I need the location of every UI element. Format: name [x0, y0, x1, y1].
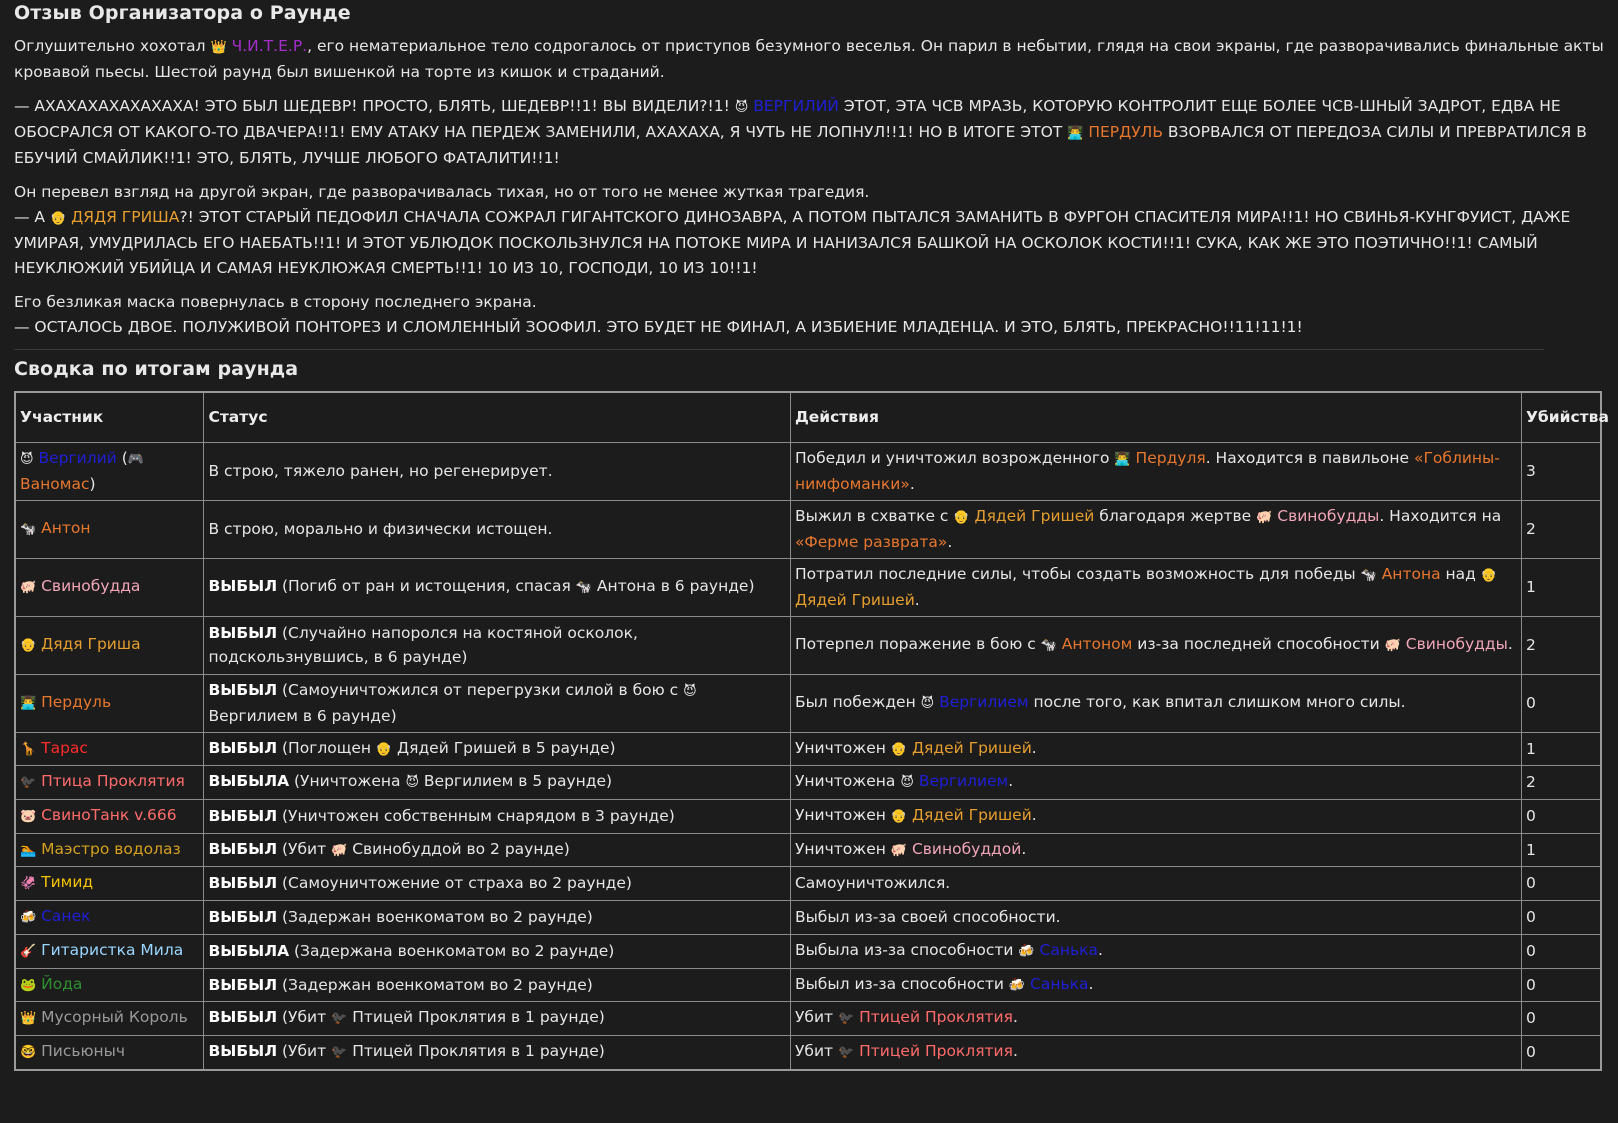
table-row [15, 766, 1601, 800]
cell-participant [15, 901, 204, 935]
table-row [15, 968, 1601, 1002]
summary-rows [15, 442, 1601, 1070]
pig-icon: 🐖 [1384, 637, 1401, 653]
name-highlight: Антоном [1056, 634, 1133, 653]
cell-actions [790, 674, 1521, 732]
table-row [15, 1002, 1601, 1036]
text-segment: из-за последней способности [1132, 634, 1385, 653]
cell-status [204, 934, 790, 968]
table-row [15, 1036, 1601, 1070]
cell-kills: 2 [1521, 616, 1601, 674]
text-segment: ?! ЭТОТ СТАРЫЙ ПЕДОФИЛ СНАЧАЛА СОЖРАЛ ГИГАНТСКОГО ДИНОЗАВРА, А ПОТОМ ПЫТАЛСЯ ЗАМАНИТЬ В ФУРГОН СПАСИТЕЛЯ МИРА!!1! НО СВИНЬЯ-КУНГФУИСТ, ДАЖЕ УМИРАЯ, УМУДРИЛАСЬ ЕГО НАЕБАТЬ!!1! И ЭТОТ УБЛЮДОК ПОСКОЛЬЗНУЛСЯ НА ПОТОКЕ МИРА И НАНИЗАЛСЯ БАШКОЙ НА ОСКОЛОК КОСТИ!!1! СУКА, КАК ЖЕ ЭТО ПОЭТИЧНО!!1! САМЫЙ НЕУКЛЮЖИЙ УБИЙЦА И САМАЯ НЕУКЛЮЖАЯ СМЕРТЬ!!1! 10 ИЗ 10, ГОСПОДИ, 10 ИЗ 10!!1! [14, 208, 1571, 277]
text-segment: Он перевел взгляд на другой экран, где разворачивалась тихая, но от того не менее жуткая трагедия. [14, 183, 870, 201]
name-highlight: «Ферме разврата» [794, 533, 948, 551]
table-row [15, 674, 1601, 732]
text-segment: (Самоуничтожился от перегрузки силой в бою с [277, 680, 684, 699]
cell-actions [790, 766, 1521, 800]
cell-actions [790, 1002, 1521, 1036]
name-highlight: Пердуль [36, 692, 112, 711]
cell-status [204, 867, 790, 901]
text-segment: . [1012, 1042, 1018, 1060]
name-highlight: Маэстро водолаз [36, 839, 181, 858]
name-highlight: Мусорный Король [36, 1008, 188, 1027]
cell-kills: 0 [1521, 1002, 1601, 1036]
text-segment: Вергилием в 5 раунде) [419, 772, 613, 790]
cell-participant [15, 616, 204, 674]
table-row [15, 500, 1601, 558]
name-highlight: Тарас [36, 738, 88, 757]
old-man-icon: 👴 [20, 637, 37, 653]
text-segment: Выбыл из-за своей способности. [794, 908, 1061, 926]
cell-kills: 0 [1521, 674, 1601, 732]
text-segment: (Задержан военкоматом во 2 раунде) [277, 908, 593, 926]
name-highlight: Антон [36, 518, 91, 537]
cell-kills: 1 [1521, 732, 1601, 766]
cell-kills: 2 [1521, 766, 1601, 800]
status-label: ВЫБЫЛ [208, 975, 278, 994]
summary-table [14, 391, 1609, 1071]
text-segment: ЭТОТ, ЭТА ЧСВ МРАЗЬ, КОТОРУЮ КОНТРОЛИТ ЕЩЕ БОЛЕЕ ЧСВ-ШНЫЙ ЗАДРОТ, ЕДВА НЕ ОБОСРАЛСЯ ОТ КАКОГО-ТО ДВАЧЕРА!!1! ЕМУ АТАКУ НА ПЕРДЕЖ ЗАМЕНИЛИ, АХАХАХА, Я ЧУТЬ НЕ ЛОПНУЛ!!1! НО В ИТОГЕ ЭТОТ [14, 97, 1561, 141]
nerd-icon: 🤓 [20, 1045, 37, 1060]
header-kills: Убийства [1521, 392, 1601, 442]
cell-kills: 3 [1521, 442, 1601, 500]
name-highlight: Йода [36, 974, 83, 993]
text-segment: над [1440, 564, 1481, 583]
text-segment: Свинобуддой во 2 раунде) [347, 839, 570, 858]
table-row [15, 934, 1601, 968]
cell-actions [790, 616, 1521, 674]
header-participant: Участник [15, 392, 204, 442]
table-row [15, 732, 1601, 766]
bird-icon: 🐦‍⬛ [331, 1011, 348, 1027]
cell-status [204, 1036, 790, 1070]
name-highlight: Птица Проклятия [36, 772, 185, 790]
text-segment: Вергилием в 6 раунде) [208, 707, 397, 725]
cow-icon: 🐄 [575, 579, 592, 595]
review-paragraph [14, 290, 1604, 340]
text-segment: . [1012, 1008, 1018, 1027]
text-segment: Выжил в схватке с [794, 506, 954, 525]
text-segment: Убит [794, 1042, 838, 1060]
cell-status [204, 833, 790, 867]
beer-icon: 🍻 [20, 910, 37, 925]
cell-participant [15, 558, 204, 616]
swimmer-icon: 🏊 [20, 842, 37, 858]
cell-actions [790, 1036, 1521, 1070]
hacker-icon: 👨‍💻 [1067, 126, 1084, 141]
cell-status [204, 674, 790, 732]
review-body [14, 34, 1604, 340]
text-segment: . [909, 475, 915, 493]
name-highlight: Птицей Проклятия [854, 1008, 1013, 1027]
text-segment: ( [116, 448, 128, 467]
table-row [15, 901, 1601, 935]
old-man-icon: 👴 [890, 741, 908, 757]
name-highlight: Ваномас [20, 475, 90, 493]
pig-icon: 🐖 [890, 842, 908, 858]
cell-status [204, 1002, 790, 1036]
text-segment: Уничтожен [794, 805, 891, 824]
header-status: Статус [204, 392, 790, 442]
review-paragraph [14, 180, 1604, 281]
status-label: ВЫБЫЛА [208, 941, 290, 960]
cell-status [204, 616, 790, 674]
text-segment: — АХАХАХАХАХАХАХА! ЭТО БЫЛ ШЕДЕВР! ПРОСТО, БЛЯТЬ, ШЕДЕВР!!1! ВЫ ВИДЕЛИ?!1! [14, 97, 735, 115]
devil-icon: 😈 [683, 683, 697, 699]
header-actions: Действия [790, 392, 1521, 442]
name-highlight: Дядя Гриша [36, 634, 141, 653]
pig-icon: 🐖 [1256, 509, 1273, 525]
name-highlight: Дядей Гришей [969, 506, 1095, 525]
cell-kills: 2 [1521, 500, 1601, 558]
name-highlight: Письюныч [36, 1042, 126, 1060]
status-label: ВЫБЫЛ [208, 1008, 278, 1027]
beer-icon: 🍻 [1018, 943, 1035, 959]
old-man-icon: 👴 [1480, 567, 1497, 583]
old-man-icon: 👴 [890, 808, 908, 824]
divider [14, 349, 1544, 350]
old-man-icon: 👴 [375, 741, 393, 757]
hacker-icon: 👨‍💻 [1114, 451, 1131, 467]
name-highlight: Дядей Гришей [794, 591, 915, 609]
table-header-row [15, 392, 1601, 442]
devil-icon: 😈 [900, 775, 914, 790]
name-highlight: ДЯДЯ ГРИША [66, 208, 180, 226]
status-label: ВЫБЫЛ [208, 839, 278, 858]
text-segment: . [1031, 805, 1037, 824]
text-segment: (Погиб от ран и истощения, спасая [277, 576, 576, 595]
text-segment: (Задержана военкоматом во 2 раунде) [289, 941, 615, 960]
text-segment: Победил и уничтожил возрожденного [794, 448, 1115, 467]
text-segment: . Находится в павильоне [1205, 448, 1414, 467]
text-segment: Потерпел поражение в бою с [794, 634, 1041, 653]
cell-kills: 0 [1521, 867, 1601, 901]
text-segment: (Самоуничтожение от страха во 2 раунде) [277, 874, 632, 893]
text-segment: Птицей Проклятия в 1 раунде) [347, 1008, 605, 1027]
text-segment: . [1097, 940, 1103, 959]
review-paragraph [14, 34, 1604, 85]
name-highlight: Дядей Гришей [907, 738, 1032, 757]
cell-actions [790, 867, 1521, 901]
cell-kills: 0 [1521, 901, 1601, 935]
cell-participant [15, 732, 204, 766]
text-segment: Птицей Проклятия в 1 раунде) [347, 1042, 605, 1060]
name-highlight: Свинобудды [1272, 506, 1380, 525]
text-segment: Дядей Гришей в 5 раунде) [392, 738, 616, 757]
text-segment: Самоуничтожился. [794, 874, 951, 893]
text-segment: Выбыла из-за способности [794, 940, 1019, 959]
text-segment: . [947, 533, 953, 551]
text-segment: . Находится на [1379, 506, 1502, 525]
name-highlight: СвиноТанк v.666 [36, 805, 177, 824]
name-highlight: Вергилием [913, 772, 1009, 790]
cell-status [204, 901, 790, 935]
text-segment: — ОСТАЛОСЬ ДВОЕ. ПОЛУЖИВОЙ ПОНТОРЕЗ И СЛОМЛЕННЫЙ ЗООФИЛ. ЭТО БУДЕТ НЕ ФИНАЛ, А ИЗБИЕНИЕ МЛАДЕНЦА. И ЭТО, БЛЯТЬ, ПРЕКРАСНО!!11!11!1! [14, 318, 1303, 336]
status-label: ВЫБЫЛА [208, 772, 290, 790]
cell-kills: 1 [1521, 833, 1601, 867]
table-row [15, 799, 1601, 833]
text-segment: В строю, тяжело ранен, но регенерирует. [208, 461, 553, 480]
cell-participant [15, 934, 204, 968]
cell-status [204, 500, 790, 558]
name-highlight: ПЕРДУЛЬ [1083, 123, 1163, 141]
table-row [15, 867, 1601, 901]
text-segment: . [1021, 839, 1027, 858]
old-man-icon: 👴 [953, 509, 970, 525]
name-highlight: «Гоблины-нимфоманки» [794, 448, 1500, 493]
text-segment: (Убит [277, 1008, 332, 1027]
name-highlight: Вергилий [33, 448, 117, 467]
cell-status [204, 442, 790, 500]
cell-actions [790, 442, 1521, 500]
name-highlight: Гитаристка Мила [36, 940, 184, 959]
text-segment: Уничтожена [794, 772, 901, 790]
text-segment: Его безликая маска повернулась в сторону последнего экрана. [14, 293, 537, 311]
text-segment: ) [89, 475, 96, 493]
text-segment: (Случайно напоролся на костяной осколок, подскользнувшись, в 6 раунде) [208, 623, 638, 666]
name-highlight: Свинобуддой [907, 839, 1022, 858]
cell-kills: 1 [1521, 558, 1601, 616]
text-segment: . [914, 591, 920, 609]
cell-participant [15, 968, 204, 1002]
name-highlight: Санька [1034, 940, 1098, 959]
text-segment: Оглушительно хохотал [14, 37, 211, 55]
cell-participant [15, 867, 204, 901]
text-segment: Убит [794, 1008, 838, 1027]
cell-actions [790, 833, 1521, 867]
review-paragraph [14, 94, 1604, 171]
squid-icon: 🦑 [20, 876, 37, 892]
name-highlight: Санька [1025, 974, 1089, 993]
cell-participant [15, 442, 204, 500]
text-segment: (Уничтожен собственным снарядом в 3 раунде) [277, 806, 675, 825]
giraffe-icon: 🦒 [20, 741, 37, 757]
cell-status [204, 799, 790, 833]
text-segment: после того, как впитал слишком много силы. [1028, 692, 1406, 711]
cell-actions [790, 558, 1521, 616]
cell-kills: 0 [1521, 968, 1601, 1002]
cell-participant [15, 766, 204, 800]
cell-status [204, 968, 790, 1002]
text-segment: Антона в 6 раунде) [591, 576, 755, 595]
cell-participant [15, 833, 204, 867]
name-highlight: Свинобудды [1400, 634, 1508, 653]
cow-icon: 🐄 [20, 521, 37, 537]
cell-status [204, 766, 790, 800]
guitar-icon: 🎸 [20, 943, 37, 959]
bird-icon: 🐦‍⬛ [837, 1045, 855, 1060]
text-segment: , его нематериальное тело содрогалось от приступов безумного веселья. Он парил в небытии, глядя на свои экраны, где разворачивались финальные акты кровавой пьесы. Шестой раунд был вишенкой на торте из кишок и страданий. [14, 37, 1604, 81]
review-title: Отзыв Организатора о Раунде [14, 2, 351, 24]
text-segment: Уничтожен [794, 738, 891, 757]
table-row [15, 558, 1601, 616]
cell-participant [15, 799, 204, 833]
cell-status [204, 558, 790, 616]
table-row [15, 442, 1601, 500]
status-label: ВЫБЫЛ [208, 1042, 278, 1060]
cell-actions [790, 732, 1521, 766]
text-segment: благодаря жертве [1094, 506, 1257, 525]
cell-participant [15, 1036, 204, 1070]
pig-face-icon: 🐷 [20, 808, 37, 824]
name-highlight: Антона [1376, 564, 1441, 583]
text-segment: . [1008, 772, 1014, 790]
status-label: ВЫБЫЛ [208, 874, 278, 893]
table-row [15, 616, 1601, 674]
status-label: ВЫБЫЛ [208, 908, 278, 926]
name-highlight: Дядей Гришей [907, 805, 1032, 824]
gamepad-icon: 🎮 [127, 451, 144, 467]
devil-icon: 😈 [920, 695, 935, 711]
name-highlight: Свинобудда [36, 576, 141, 595]
table-row [15, 833, 1601, 867]
frog-icon: 🐸 [20, 977, 37, 993]
cell-actions [790, 901, 1521, 935]
crown-icon: 👑 [20, 1011, 37, 1027]
status-label: ВЫБЫЛ [208, 576, 278, 595]
status-label: ВЫБЫЛ [208, 738, 278, 757]
pig-icon: 🐖 [20, 579, 37, 595]
name-highlight: Санек [36, 907, 91, 925]
text-segment: (Поглощен [277, 738, 376, 757]
status-label: ВЫБЫЛ [208, 806, 278, 825]
name-highlight: Ч.И.Т.Е.Р. [226, 37, 308, 55]
cell-kills: 0 [1521, 1036, 1601, 1070]
text-segment: (Убит [277, 1042, 332, 1060]
cell-participant [15, 674, 204, 732]
text-segment: . [1507, 634, 1513, 653]
devil-icon: 😈 [405, 775, 419, 790]
status-label: ВЫБЫЛ [208, 680, 278, 699]
bird-icon: 🐦‍⬛ [20, 775, 37, 790]
beer-icon: 🍻 [1008, 977, 1026, 993]
bird-icon: 🐦‍⬛ [331, 1045, 348, 1060]
text-segment: Был побежден [794, 692, 921, 711]
cell-participant [15, 1002, 204, 1036]
summary-title: Сводка по итогам раунда [14, 358, 299, 380]
hacker-icon: 👨‍💻 [20, 695, 37, 711]
old-man-icon: 👴 [49, 211, 67, 226]
text-segment: (Уничтожена [289, 772, 406, 790]
name-highlight: Пердуля [1130, 448, 1206, 467]
text-segment: (Задержан военкоматом во 2 раунде) [277, 975, 593, 994]
cell-actions [790, 799, 1521, 833]
text-segment: Выбыл из-за способности [794, 974, 1009, 993]
text-segment: — А [14, 208, 50, 226]
bird-icon: 🐦‍⬛ [837, 1011, 855, 1027]
pig-icon: 🐖 [331, 842, 348, 858]
devil-icon: 😈 [734, 100, 749, 115]
cell-actions [790, 934, 1521, 968]
name-highlight: ВЕРГИЛИЙ [748, 97, 839, 115]
text-segment: Уничтожен [794, 839, 891, 858]
cell-status [204, 732, 790, 766]
text-segment: ВЗОРВАЛСЯ ОТ ПЕРЕДОЗА СИЛЫ И ПРЕВРАТИЛСЯ В ЕБУЧИЙ СМАЙЛИК!!1! ЭТО, БЛЯТЬ, ЛУЧШЕ ЛЮБОГО ФАТАЛИТИ!!1! [14, 123, 1587, 167]
name-highlight: Вергилием [934, 692, 1029, 711]
text-segment: Потратил последние силы, чтобы создать возможность для победы [794, 564, 1361, 583]
crown-icon: 👑 [210, 40, 227, 55]
cell-actions [790, 968, 1521, 1002]
text-segment: . [1031, 738, 1037, 757]
devil-icon: 😈 [20, 451, 34, 467]
cell-kills: 0 [1521, 934, 1601, 968]
cell-participant [15, 500, 204, 558]
cow-icon: 🐄 [1040, 637, 1057, 653]
text-segment: . [1088, 974, 1094, 993]
name-highlight: Птицей Проклятия [854, 1042, 1013, 1060]
name-highlight: Тимид [36, 873, 94, 892]
cell-kills: 0 [1521, 799, 1601, 833]
text-segment: В строю, морально и физически истощен. [208, 519, 553, 538]
cow-icon: 🐄 [1360, 567, 1377, 583]
cell-actions [790, 500, 1521, 558]
text-segment: (Убит [277, 839, 332, 858]
status-label: ВЫБЫЛ [208, 623, 278, 642]
